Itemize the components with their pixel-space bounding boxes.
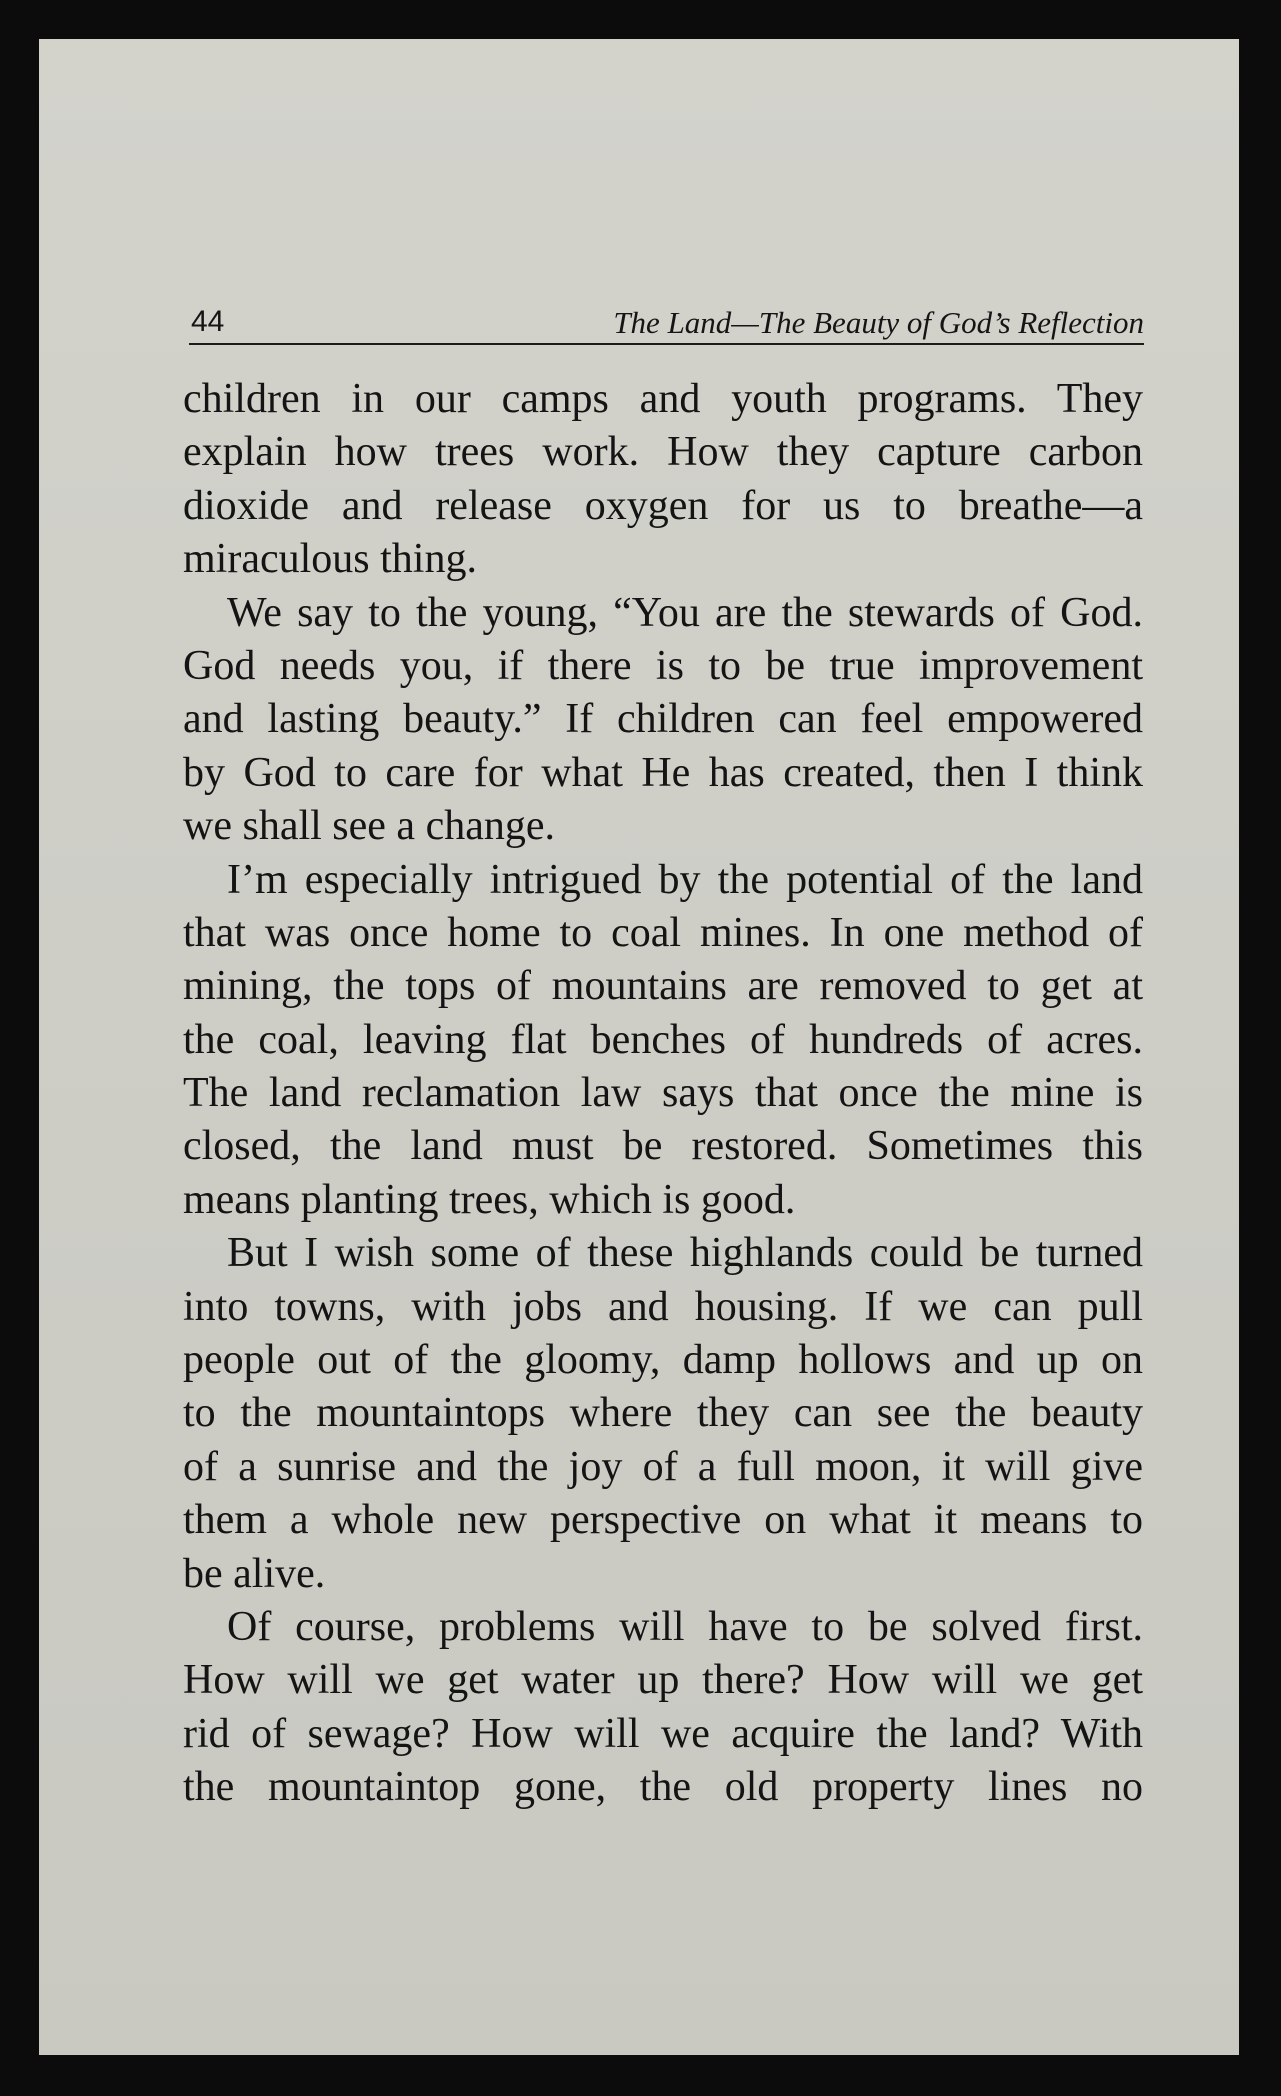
text-line: be alive.	[183, 1550, 326, 1597]
paragraph	[183, 1227, 1143, 1601]
text-line: and lasting beauty.” If children can feel empowered	[183, 696, 1143, 743]
running-head: The Land—The Beauty of God’s Reflection	[613, 305, 1144, 340]
body-text	[183, 373, 1143, 1815]
text-line: rid of sewage? How will we acquire the land? With	[183, 1710, 1143, 1757]
text-line: How will we get water up there? How will we get	[183, 1657, 1143, 1704]
text-line: means planting trees, which is good.	[183, 1176, 796, 1223]
text-line: The land reclamation law says that once the mine is	[183, 1070, 1143, 1117]
text-line: dioxide and release oxygen for us to breathe—a	[183, 482, 1143, 529]
text-line: Of course, problems will have to be solved first.	[227, 1603, 1143, 1650]
page-number: 44	[191, 305, 225, 338]
paragraph	[183, 373, 1143, 587]
text-line: explain how trees work. How they capture carbon	[183, 429, 1143, 476]
text-line: we shall see a change.	[183, 803, 555, 850]
text-line: miraculous thing.	[183, 536, 477, 583]
text-line: I’m especially intrigued by the potential of the land	[227, 856, 1143, 903]
text-line: the coal, leaving flat benches of hundreds of acres.	[183, 1016, 1143, 1063]
text-line: by God to care for what He has created, then I think	[183, 749, 1143, 796]
text-line: them a whole new perspective on what it means to	[183, 1497, 1143, 1544]
text-line: We say to the young, “You are the stewards of God.	[227, 589, 1143, 636]
text-line: of a sunrise and the joy of a full moon, it will give	[183, 1443, 1143, 1490]
paragraph	[183, 854, 1143, 1228]
text-line: But I wish some of these highlands could be turned	[227, 1230, 1143, 1277]
text-line: to the mountaintops where they can see the beauty	[183, 1390, 1143, 1437]
text-line: closed, the land must be restored. Sometimes this	[183, 1123, 1143, 1170]
text-line: that was once home to coal mines. In one method of	[183, 909, 1143, 956]
page-header	[189, 293, 1144, 345]
text-line: mining, the tops of mountains are removed to get at	[183, 963, 1143, 1010]
text-line: the mountaintop gone, the old property lines no	[183, 1764, 1143, 1811]
text-line: people out of the gloomy, damp hollows and up on	[183, 1337, 1143, 1384]
paragraph	[183, 587, 1143, 854]
text-line: God needs you, if there is to be true improvement	[183, 642, 1143, 689]
text-line: children in our camps and youth programs. They	[183, 376, 1143, 422]
paragraph	[183, 1601, 1143, 1815]
text-line: into towns, with jobs and housing. If we can pull	[183, 1283, 1143, 1330]
book-page	[39, 39, 1239, 2055]
